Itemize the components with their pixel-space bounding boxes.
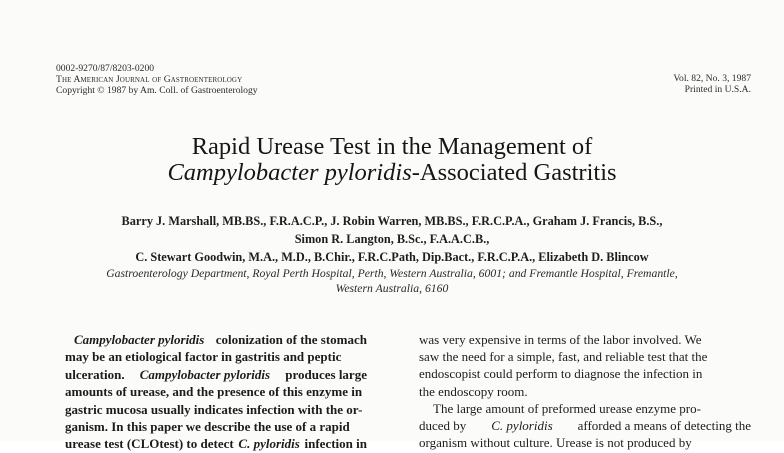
printed-info: Printed in U.S.A. [684,84,751,95]
organism-name: C. pyloridis [491,417,553,433]
title-rest: -Associated Gastritis [411,159,617,186]
article-code: 0002-9270/87/8203-0200 [56,63,155,74]
abstract-line: ulceration. Campylobacter pyloridis produces large [65,366,367,382]
affiliation [0,266,784,296]
organism-name: Campylobacter pyloridis [74,332,205,347]
journal-name: The American Journal of Gastroenterology [56,74,243,85]
body-line: endoscopist could perform to diagnose the infection in [419,366,703,382]
journal-header-left [56,63,258,96]
organism-name: Campylobacter pyloridis [139,366,271,382]
body-line: organism without culture. Urease is not produced by [419,435,692,451]
title-line-1: Rapid Urease Test in the Management of [191,133,593,160]
abstract-line: may be an etiological factor in gastritis and peptic [65,349,342,365]
article-title [0,134,784,186]
author-line-3: C. Stewart Goodwin, M.A., M.D., B.Chir., F.R.C.Path, Dip.Bact., F.R.C.P.A., Elizabeth D. Blincow [135,250,649,264]
abstract-column [65,331,367,453]
body-line: duced by C. pyloridis afforded a means of detecting the [419,417,751,433]
abstract-line: gastric mucosa usually indicates infection with the or- [65,401,363,417]
affiliation-line-1: Gastroenterology Department, Royal Perth Hospital, Perth, Western Australia, 6001; and Fremantle Hospital, Fremantle, [106,267,678,280]
journal-header-right [673,73,751,95]
title-line-2 [0,160,784,186]
title-organism: Campylobacter pyloridis [167,159,412,186]
body-column [419,331,751,451]
body-line: The large amount of preformed urease enzyme pro- [433,400,701,416]
body-line: the endoscopy room. [419,383,528,399]
organism-name: C. pyloridis [238,436,300,452]
affiliation-line-2: Western Australia, 6160 [335,282,449,295]
copyright-line: Copyright © 1987 by Am. Coll. of Gastroenterology [56,85,258,96]
body-line: saw the need for a simple, fast, and reliable test that the [419,349,708,365]
author-line-1: Barry J. Marshall, MB.BS., F.R.A.C.P., J. Robin Warren, MB.BS., F.R.C.P.A., Graham J. Francis, B.S., [121,214,663,228]
abstract-line: ganism. In this paper we describe the use of a rapid [65,418,350,434]
abstract-line: amounts of urease, and the presence of this enzyme in [65,384,363,400]
body-line: was very expensive in terms of the labor involved. We [419,332,702,347]
author-line-2: Simon R. Langton, B.Sc., F.A.A.C.B., [294,232,490,246]
abstract-line: urease test (CLOtest) to detect C. pyloridis infection in [65,436,367,452]
author-list [0,212,784,266]
volume-info: Vol. 82, No. 3, 1987 [673,73,751,84]
abstract-line: Campylobacter pyloridis colonization of the stomach [74,332,367,347]
